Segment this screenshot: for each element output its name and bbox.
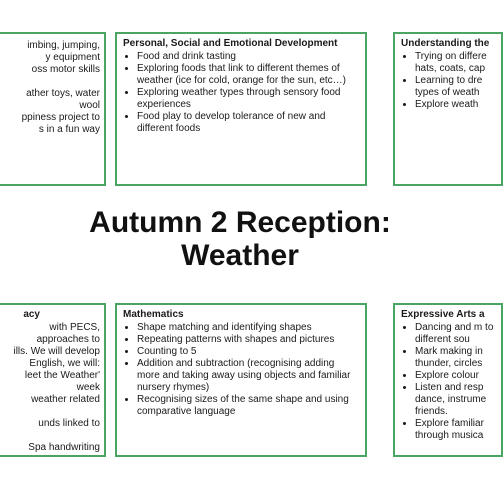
list-item: • Explore weath bbox=[415, 99, 495, 111]
list-item: y equipment bbox=[45, 52, 100, 63]
literacy-box bbox=[0, 303, 106, 457]
title-line-1: Autumn 2 Reception: bbox=[89, 206, 391, 239]
list-item: • Trying on differe hats, coats, cap bbox=[415, 51, 495, 75]
list-item: • Exploring foods that link to different themes of weather (ice for cold, orange for the sun, etc…) bbox=[137, 63, 359, 87]
list-item: approaches to bbox=[36, 334, 100, 345]
list-item: • Food and drink tasting bbox=[137, 51, 359, 63]
title-line-2: Weather bbox=[181, 239, 299, 272]
expressive-arts-box bbox=[393, 303, 503, 457]
list-item: ather toys, water bbox=[26, 88, 100, 99]
list-item: imbing, jumping, bbox=[27, 40, 100, 51]
physical-development-list bbox=[0, 40, 100, 136]
list-item: • Shape matching and identifying shapes bbox=[137, 322, 359, 334]
list-item: • Dancing and m to different sou bbox=[415, 322, 495, 346]
list-item bbox=[0, 430, 100, 442]
pse-list bbox=[123, 51, 359, 135]
list-item: English, we will: bbox=[29, 358, 100, 369]
list-item bbox=[0, 406, 100, 418]
expressive-heading: Expressive Arts a bbox=[401, 309, 485, 320]
expressive-list bbox=[401, 322, 495, 442]
mathematics-list bbox=[123, 322, 359, 418]
page-title bbox=[0, 206, 480, 272]
list-item: • Listen and resp dance, instrume friends. bbox=[415, 382, 495, 418]
list-item: • Learning to dre types of weath bbox=[415, 75, 495, 99]
list-item: week bbox=[76, 382, 100, 393]
list-item: • Exploring weather types through sensory food experiences bbox=[137, 87, 359, 111]
list-item: ills. We will develop bbox=[13, 346, 100, 357]
understanding-world-box bbox=[393, 32, 503, 186]
list-item: unds linked to bbox=[38, 418, 100, 429]
list-item: leet the Weather' bbox=[24, 370, 100, 381]
mathematics-box bbox=[115, 303, 367, 457]
physical-development-box bbox=[0, 32, 106, 186]
list-item bbox=[0, 76, 100, 88]
list-item: • Counting to 5 bbox=[137, 346, 359, 358]
literacy-heading: acy bbox=[23, 309, 40, 320]
list-item: • Explore familiar through musica bbox=[415, 418, 495, 442]
list-item: • Explore colour bbox=[415, 370, 495, 382]
list-item: • Repeating patterns with shapes and pictures bbox=[137, 334, 359, 346]
list-item: • Addition and subtraction (recognising adding more and taking away using objects and familiar nursery rhymes) bbox=[137, 358, 359, 394]
list-item: with PECS, bbox=[49, 322, 100, 333]
list-item: • Food play to develop tolerance of new and different foods bbox=[137, 111, 359, 135]
list-item: • Mark making in thunder, circles bbox=[415, 346, 495, 370]
list-item: wool bbox=[79, 100, 100, 111]
list-item: Spa handwriting bbox=[28, 442, 100, 453]
understanding-list bbox=[401, 51, 495, 111]
list-item: weather related bbox=[31, 394, 100, 405]
list-item: oss motor skills bbox=[31, 64, 100, 75]
pse-box bbox=[115, 32, 367, 186]
understanding-heading: Understanding the bbox=[401, 38, 490, 49]
list-item: s in a fun way bbox=[38, 124, 100, 135]
mathematics-heading: Mathematics bbox=[123, 309, 184, 320]
list-item: • Recognising sizes of the same shape and using comparative language bbox=[137, 394, 359, 418]
pse-heading: Personal, Social and Emotional Development bbox=[123, 38, 338, 49]
list-item: ppiness project to bbox=[21, 112, 100, 123]
literacy-list bbox=[0, 322, 100, 454]
